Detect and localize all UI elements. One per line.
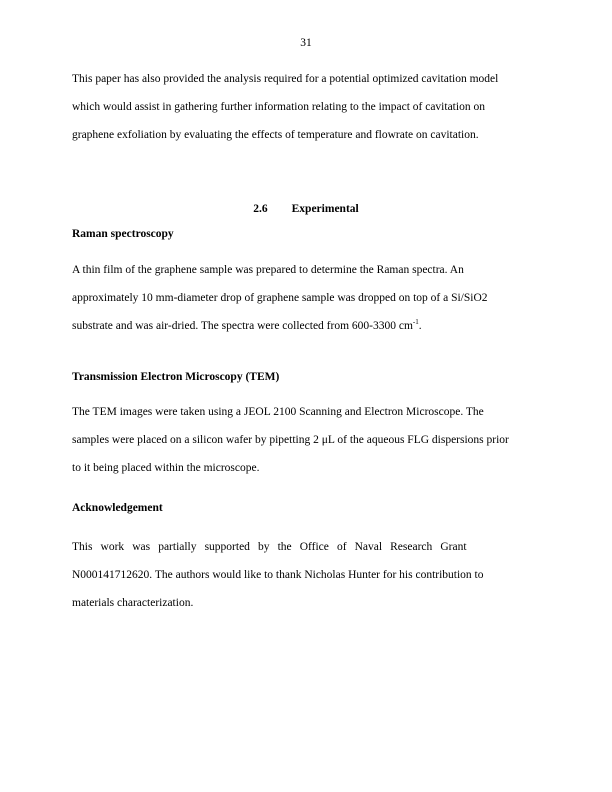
raman-line-3 xyxy=(72,320,422,332)
tem-heading: Transmission Electron Microscopy (TEM) xyxy=(72,371,280,383)
ack-heading: Acknowledgement xyxy=(72,502,163,514)
tem-line-1: The TEM images were taken using a JEOL 2100 Scanning and Electron Microscope. The xyxy=(72,406,484,418)
raman-end-period: . xyxy=(418,320,422,332)
ack-line-1: This work was partially supported by the Office of Naval Research Grant xyxy=(72,541,467,553)
page-number: 31 xyxy=(300,37,312,49)
section-title: Experimental xyxy=(291,203,359,215)
raman-line-3-text: substrate and was air-dried. The spectra were collected from 600-3300 cm xyxy=(72,320,413,332)
ack-line-3: materials characterization. xyxy=(72,597,194,609)
tem-line-3: to it being placed within the microscope. xyxy=(72,462,260,474)
intro-line-1: This paper has also provided the analysis required for a potential optimized cavitation model xyxy=(72,73,499,85)
intro-line-2: which would assist in gathering further information relating to the impact of cavitation on xyxy=(72,101,485,113)
section-heading xyxy=(0,203,612,215)
raman-heading: Raman spectroscopy xyxy=(72,228,174,240)
unit-superscript: -1 xyxy=(412,318,419,326)
raman-line-2: approximately 10 mm-diameter drop of graphene sample was dropped on top of a Si/SiO2 xyxy=(72,292,488,304)
raman-line-1: A thin film of the graphene sample was prepared to determine the Raman spectra. An xyxy=(72,264,464,276)
section-number: 2.6 xyxy=(253,203,268,215)
tem-line-2: samples were placed on a silicon wafer by pipetting 2 μL of the aqueous FLG dispersions prior xyxy=(72,434,509,446)
ack-line-2: N000141712620. The authors would like to thank Nicholas Hunter for his contribution to xyxy=(72,569,484,581)
intro-line-3: graphene exfoliation by evaluating the effects of temperature and flowrate on cavitation. xyxy=(72,129,479,141)
